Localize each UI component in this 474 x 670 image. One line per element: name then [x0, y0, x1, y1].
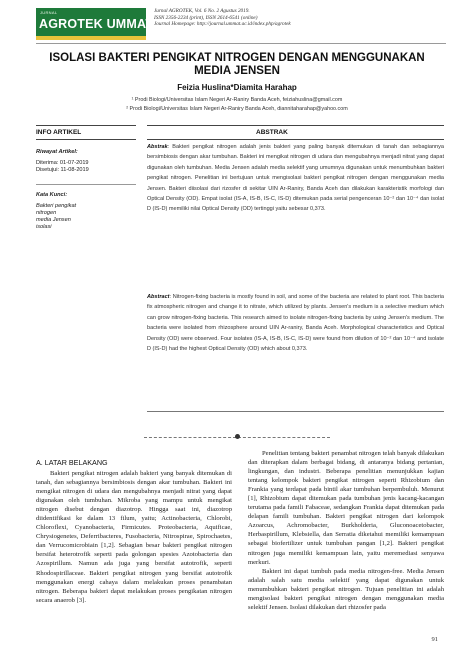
- abstract-english: Abstract: Nitrogen-fixing bacteria is mostly found in soil, and some of the bacteria are related to plant root. This bacteria fix atmospheric nitrogen and change it to nitrate, which utilized by plants. Jensen's medium is a selective medium which can grow nitrogen-fixing bacteria. This research aimed to isolate nitrogen-fixing bacteria by using Jensen's medium. The bacteria were isolated from rhizosphere around UIN Ar-raniry, Banda Aceh. Morphological characteristics and Optical Density (OD) were observed. Four isolates (IS-A, IS-B, IS-C, IS-D) were found from dilution of 10⁻² dan 10⁻⁴ and isolate D (IS-D) had the highest Optical Density (OD) which about 0,373.: [147, 294, 445, 353]
- journal-info: [154, 8, 291, 28]
- keywords-block: [36, 192, 136, 231]
- abstract-end-rule: [147, 411, 444, 412]
- journal-info-line-2: ISSN 2356-2234 (print), ISSN 2614-6541 (online): [154, 14, 258, 21]
- logo-stripe: [36, 36, 146, 40]
- body-paragraph: Bakteri pengikat nitrogen adalah bakteri yang banyak ditemukan di tanah, dan sebagiannya bersimbiosis dengan akar tumbuhan. Bakteri ini mengikat nitrogen di udara dan mengubahnya menjadi nitrat yang dapat digunakan oleh tumbuhan. Mikroba yang mampu untuk mengikat nitrogen disebut dengan diazotrop. Hingga saat ini, diazotrop diidentifikasi ke dalam 13 filum, yaitu; Actinobacteria, Chlorobi, Chloroflexi, Cyanobacteria, Firmicutes. Proteobacteria, Aquificae, Chrysiogenetes, Deferribacteres, Fusobacteria, Nitrospirae, Spirochaetes, dan Verrucomicrobiain [1,2]. Sebagian besar bakteri pengikat nitrogen bersifat heterotrofik seperti pada golongan spesies Azotobacteria dan Azospirillum. Namun ada juga yang bersifat autotrofik, seperti Rhodospirillaceae. Bakteri pengikat nitrogen yang bersifat autotrofik menggunakan energi cahaya dalam melakukan proses penambatan nitrogen. Beberapa bakteri dapat melakukan proses pengikatan nitrogen secara anaerob [3].: [36, 470, 232, 604]
- info-heading: INFO ARTIKEL: [36, 129, 82, 136]
- info-rule-top: [36, 125, 136, 126]
- abstract-heading: ABSTRAK: [256, 129, 288, 136]
- divider-dot: [235, 434, 240, 439]
- keyword-item: nitrogen: [36, 210, 57, 216]
- received-date: Diterima: 01-07-2019: [36, 160, 89, 166]
- body-paragraph: Penelitian tentang bakteri penambat nitrogen telah banyak dilakukan dan diterapkan dalam berbagai bidang, di antaranya bidang pertanian, lingkungan, dan industri. Beberapa penelitian menunjukkan kajian tentang kelompok bakteri pengikat nitrogen seperti Rhizobium dan Frankia yang terdapat pada bintil akar tumbuhan berpembuluh. Menurut [1], Rhizobium dapat ditemukan pada tumbuhan jenis kacang-kacangan terutama pada famili Fabaceae, sedangkan Frankia dapat ditemukan pada delapan famili tumbuhan. Bakteri pengikat nitrogen dari kelompok Azoarcus, Achromobacter, Burkholderia, Gluconoacetobacter, Herbaspirillum, Klebsiella, dan Serratia diketahui memiliki kemampuan sebagai biofertilizer untuk tumbuhan pangan [1,2]. Bakteri pengikat nitrogen juga memiliki kemampuan lain, yaitu meremediasi senyawa merkuri.: [248, 450, 444, 566]
- article-title: ISOLASI BAKTERI PENGIKAT NITROGEN DENGAN MENGGUNAKAN MEDIA JENSEN: [49, 52, 425, 77]
- journal-logo: [36, 8, 154, 40]
- article-authors: Feizia Huslina*Diamita Harahap: [177, 83, 297, 92]
- page-number: 91: [431, 636, 438, 643]
- abstract-label-en: Abstract: [147, 294, 170, 300]
- journal-header: [36, 8, 446, 44]
- affiliation-1: ¹ Prodi Biologi/Universitas Islam Negeri Ar-Raniry Banda Aceh, feiziahuslina@gmail.com: [131, 97, 343, 103]
- keywords-label: Kata Kunci:: [36, 192, 68, 198]
- logo-big-text: AGROTEK UMMAT: [39, 17, 154, 31]
- info-divider: [36, 184, 136, 185]
- abstract-label-id: Abstrak: [147, 144, 168, 150]
- accepted-date: Disetujui: 11-08-2019: [36, 167, 89, 173]
- info-rule-bottom: [36, 139, 136, 140]
- abstract-rule-top: [147, 125, 444, 126]
- logo-small-text: JURNAL: [40, 10, 58, 15]
- journal-info-line-3: Journal Homepage: http://journal.ummat.ac.id/index.php/agrotek: [154, 21, 291, 27]
- section-heading: A. LATAR BELAKANG: [36, 458, 108, 467]
- body-left-column: [36, 469, 232, 605]
- abstract-rule-bottom: [147, 139, 444, 140]
- abstract-indonesian: Abstrak: Bakteri pengikat nitrogen adalah jenis bakteri yang paling banyak ditemukan di tanah dan sebagiannya bersimbiosis dengan akar tumbuhan. Bakteri ini mengikat nitrogen di udara dan mengubahnya menjadi nitrat yang dapat digunakan oleh tumbuhan. Media Jensen adalah media selektif yang umumnya digunakan untuk menumbuhkan bakteri pengikat nitrogen. Penelitian ini bertujuan untuk mengisolasi bakteri pengikat nitrogen dengan menggunakan media Jensen. Bakteri diisolasi dari rizosfer di sekitar UIN Ar-Raniry, Banda Aceh dan dilakukan karakteristik morfologi dan Optical Density (OD). Empat isolat (IS-A, IS-B, IS-C, IS-D) ditemukan pada serial pengenceran 10⁻² dan 10⁻⁴ dan isolat D (IS-D) memiliki nilai Optical Density (OD) tertinggi yaitu sebesar 0,373.: [147, 144, 444, 213]
- journal-info-line-1: Jurnal AGROTEK, Vol. 6 No. 2 Agustus 2019.: [154, 8, 250, 14]
- keyword-item: media Jensen: [36, 217, 71, 223]
- affiliation-2: ² Prodi Biologi/Universitas Islam Negeri Ar-Raniry Banda Aceh, diannitaharahap@yahoo.com: [126, 106, 348, 112]
- article-history: [36, 149, 136, 174]
- body-paragraph: Bakteri ini dapat tumbuh pada media nitrogen-free. Media Jensen adalah salah satu media selektif yang dapat digunakan untuk menumbuhkan bakteri pengikat nitrogen. Tujuan penelitian ini adalah mengisolasi bakteri pengikat nitrogen dengan menggunakan media selektif Jensen. Isolasi dilakukan dari rhizosfer pada: [248, 567, 444, 611]
- history-label: Riwayat Artikel:: [36, 149, 78, 155]
- body-right-column: [248, 449, 444, 612]
- abstract-text-id: Bakteri pengikat nitrogen adalah jenis bakteri yang paling banyak ditemukan di tanah dan sebagiannya bersimbiosis dengan akar tumbuhan. Bakteri ini mengikat nitrogen di udara dan mengubahnya menjadi nitrat yang dapat digunakan oleh tumbuhan. Media Jensen adalah media selektif yang umumnya digunakan untuk menumbuhkan bakteri pengikat nitrogen. Penelitian ini bertujuan untuk mengisolasi bakteri pengikat nitrogen dengan menggunakan media Jensen. Bakteri diisolasi dari rizosfer di sekitar UIN Ar-Raniry, Banda Aceh dan dilakukan karakteristik morfologi dan Optical Density (OD). Empat isolat (IS-A, IS-B, IS-C, IS-D) ditemukan pada serial pengenceran 10⁻² dan 10⁻⁴ dan isolat D (IS-D) memiliki nilai Optical Density (OD) tertinggi yaitu sebesar 0,373.: [147, 144, 444, 213]
- keyword-item: isolasi: [36, 224, 52, 230]
- abstract-text-en: Nitrogen-fixing bacteria is mostly found in soil, and some of the bacteria are related to plant root. This bacteria fix atmospheric nitrogen and change it to nitrate, which utilized by plants. Jensen's medium is a selective medium which can grow nitrogen-fixing bacteria. This research aimed to isolate nitrogen-fixing bacteria by using Jensen's medium. The bacteria were isolated from rhizosphere around UIN Ar-raniry, Banda Aceh. Morphological characteristics and Optical Density (OD) were observed. Four isolates (IS-A, IS-B, IS-C, IS-D) were found from dilution of 10⁻² dan 10⁻⁴ and isolate D (IS-D) had the highest Optical Density (OD) which about 0,373.: [147, 294, 445, 353]
- keyword-item: Bakteri pengikat: [36, 203, 77, 209]
